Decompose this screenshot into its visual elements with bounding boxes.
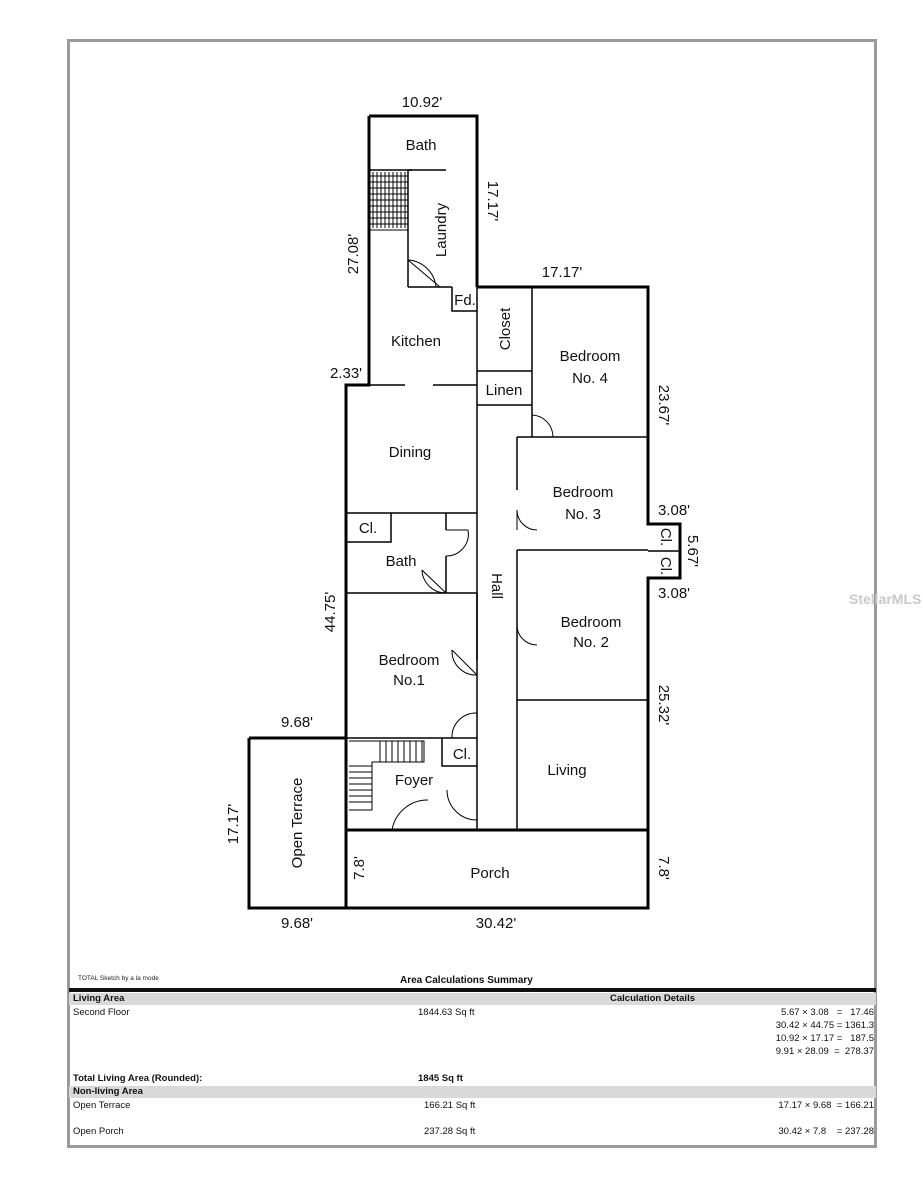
room-fd: Fd.	[454, 292, 476, 309]
dim-terrace-top: 9.68'	[280, 714, 314, 731]
watermark: StellarMLS	[849, 591, 922, 607]
room-bedroom2-line2: No. 2	[573, 634, 609, 651]
room-porch: Porch	[470, 865, 510, 882]
dim-porch-left: 7.8'	[351, 856, 368, 880]
calc-details-header: Calculation Details	[610, 993, 695, 1004]
room-foyer: Foyer	[394, 772, 434, 789]
room-linen: Linen	[485, 382, 523, 399]
calc-line-4: 9.91 × 28.09 = 278.37	[775, 1046, 874, 1057]
open-porch-value: 237.28 Sq ft	[424, 1126, 476, 1137]
calc-line-1: 5.67 × 3.08 = 17.46	[781, 1007, 874, 1018]
room-living: Living	[547, 762, 587, 779]
dim-top-width: 10.92'	[401, 94, 443, 111]
dim-closet-bottom: 3.08'	[657, 585, 691, 602]
open-porch-calc: 30.42 × 7.8 = 237.28	[778, 1126, 874, 1137]
open-porch-label: Open Porch	[73, 1126, 124, 1137]
room-bath-top: Bath	[405, 137, 437, 154]
room-laundry: Laundry	[433, 202, 450, 258]
dim-porch-bottom: 30.42'	[475, 915, 517, 932]
dim-porch-right: 7.8'	[655, 856, 672, 880]
dim-right-upper: 23.67'	[655, 384, 672, 426]
room-closet: Closet	[497, 307, 514, 351]
dim-step: 2.33'	[329, 365, 363, 382]
summary-divider	[69, 988, 876, 992]
non-living-band	[69, 1086, 876, 1098]
calc-line-2: 30.42 × 44.75 = 1361.3	[775, 1020, 874, 1031]
non-living-header: Non-living Area	[73, 1086, 143, 1097]
open-terrace-calc: 17.17 × 9.68 = 166.21	[778, 1100, 874, 1111]
room-bedroom3-line1: Bedroom	[552, 484, 614, 501]
open-terrace-value: 166.21 Sq ft	[424, 1100, 476, 1111]
dim-terrace-bottom: 9.68'	[280, 915, 314, 932]
room-closet-right-bottom: Cl.	[657, 556, 674, 576]
room-bedroom1-line2: No.1	[393, 672, 425, 689]
summary-title: Area Calculations Summary	[400, 975, 533, 986]
dim-terrace-left: 17.17'	[225, 803, 242, 845]
room-bedroom4-line2: No. 4	[572, 370, 608, 387]
room-hall: Hall	[488, 573, 505, 599]
room-dining: Dining	[388, 444, 432, 461]
dim-bed-wing-top: 17.17'	[541, 264, 583, 281]
dim-closet-side: 5.67'	[684, 534, 701, 568]
sketch-credit: TOTAL Sketch by a la mode	[78, 975, 159, 982]
dim-left-main: 44.75'	[322, 591, 339, 633]
room-closet-left: Cl.	[358, 520, 378, 537]
exterior-walls	[249, 116, 680, 908]
room-open-terrace: Open Terrace	[289, 777, 306, 869]
calc-line-3: 10.92 × 17.17 = 187.5	[775, 1033, 874, 1044]
room-bedroom3-line2: No. 3	[565, 506, 601, 523]
total-living-value: 1845 Sq ft	[418, 1073, 463, 1084]
interior-walls	[346, 170, 680, 830]
second-floor-value: 1844.63 Sq ft	[418, 1007, 475, 1018]
room-bath-mid: Bath	[385, 553, 417, 570]
dim-top-right: 17.17'	[484, 180, 501, 222]
total-living-label: Total Living Area (Rounded):	[73, 1073, 203, 1084]
living-area-header: Living Area	[73, 993, 125, 1004]
dim-right-lower: 25.32'	[655, 684, 672, 726]
room-kitchen: Kitchen	[390, 333, 442, 350]
dim-closet-top: 3.08'	[657, 502, 691, 519]
dim-top-left: 27.08'	[345, 233, 362, 275]
room-closet-foyer: Cl.	[452, 746, 472, 763]
open-terrace-label: Open Terrace	[73, 1100, 131, 1111]
room-bedroom1-line1: Bedroom	[378, 652, 440, 669]
room-bedroom4-line1: Bedroom	[559, 348, 621, 365]
room-closet-right-top: Cl.	[657, 527, 674, 547]
living-area-band	[69, 993, 876, 1005]
room-bedroom2-line1: Bedroom	[560, 614, 622, 631]
second-floor-label: Second Floor	[73, 1007, 130, 1018]
